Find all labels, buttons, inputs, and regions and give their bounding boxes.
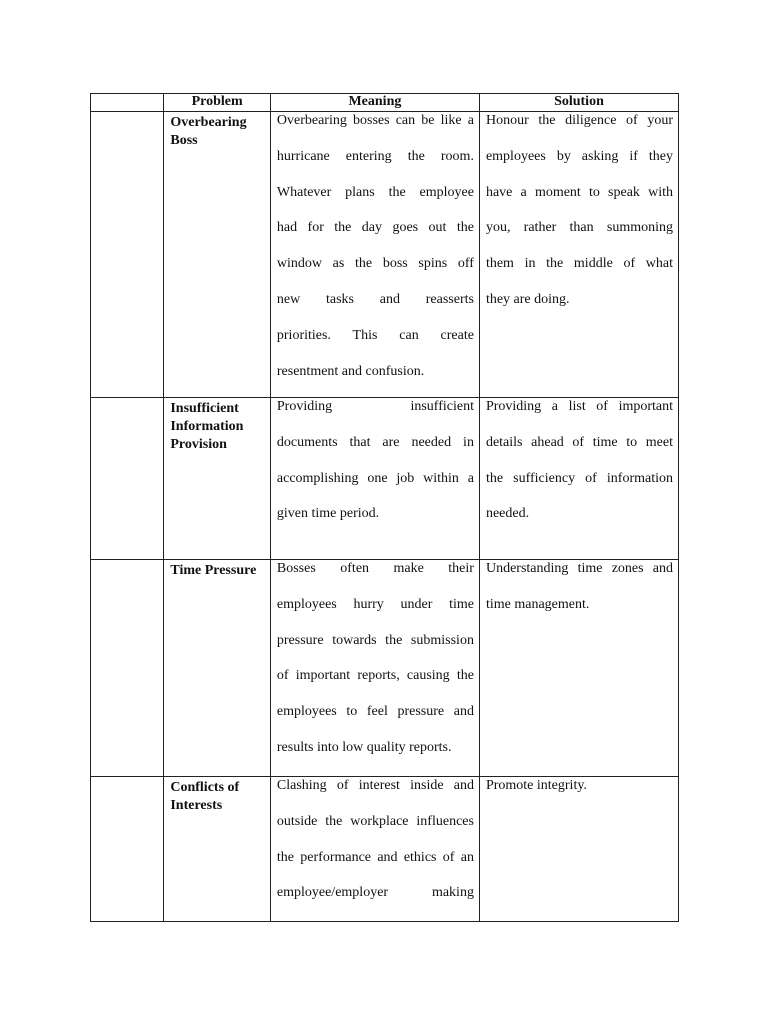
solution-cell [479,560,678,777]
solution-cell [479,398,678,560]
meaning-line: Overbearing bosses can be like a [276,113,474,128]
meaning-line: outside the workplace influences [276,813,474,829]
solution-line: you, rather than summoning [485,220,673,236]
table-row [91,398,679,560]
meaning-line: Clashing of interest inside and [276,778,474,793]
meaning-cell [270,560,479,777]
header-problem: Problem [164,94,271,112]
meaning-line: employee/employer making [276,885,474,901]
problems-table [90,93,679,922]
solution-line: Honour the diligence of your [485,113,673,128]
meaning-line: given time period. [276,506,380,522]
header-blank [91,94,164,112]
solution-line: the sufficiency of information [485,470,673,486]
solution-line: time management. [485,596,590,612]
meaning-cell [270,777,479,922]
solution-line: have a moment to speak with [485,184,673,200]
meaning-line: priorities. This can create [276,327,474,343]
meaning-line: had for the day goes out the [276,220,474,236]
meaning-line: the performance and ethics of an [276,849,474,865]
solution-line: details ahead of time to meet [485,434,673,450]
meaning-line: Whatever plans the employee [276,184,474,200]
problem-cell: Time Pressure [164,560,271,777]
table-row [91,777,679,922]
solution-line: they are doing. [485,291,570,307]
row-blank-cell [91,777,164,922]
row-blank-cell [91,560,164,777]
problem-cell: Insufficient Information Provision [164,398,271,560]
meaning-line: of important reports, causing the [276,668,474,684]
solution-line: needed. [485,506,530,522]
solution-line: employees by asking if they [485,148,673,164]
meaning-line: Providing insufficient [276,399,474,414]
meaning-line: results into low quality reports. [276,739,452,755]
header-solution: Solution [479,94,678,112]
solution-line: Understanding time zones and [485,561,673,576]
meaning-line: employees to feel pressure and [276,704,474,720]
meaning-line: pressure towards the submission [276,632,474,648]
meaning-line: new tasks and reasserts [276,291,474,307]
problem-cell: Overbearing Boss [164,112,271,398]
solution-line: them in the middle of what [485,256,673,272]
solution-line: Providing a list of important [485,399,673,414]
row-blank-cell [91,112,164,398]
meaning-line: window as the boss spins off [276,256,474,272]
solution-cell [479,777,678,922]
solution-line: Promote integrity. [485,778,587,793]
meaning-cell [270,112,479,398]
header-meaning: Meaning [270,94,479,112]
solution-cell [479,112,678,398]
meaning-line: Bosses often make their [276,561,474,576]
problem-cell: Conflicts of Interests [164,777,271,922]
meaning-line: documents that are needed in [276,434,474,450]
meaning-cell [270,398,479,560]
meaning-line: employees hurry under time [276,596,474,612]
meaning-line: hurricane entering the room. [276,148,474,164]
table-row [91,560,679,777]
meaning-line: accomplishing one job within a [276,470,474,486]
meaning-line: resentment and confusion. [276,363,425,379]
row-blank-cell [91,398,164,560]
table-row [91,112,679,398]
